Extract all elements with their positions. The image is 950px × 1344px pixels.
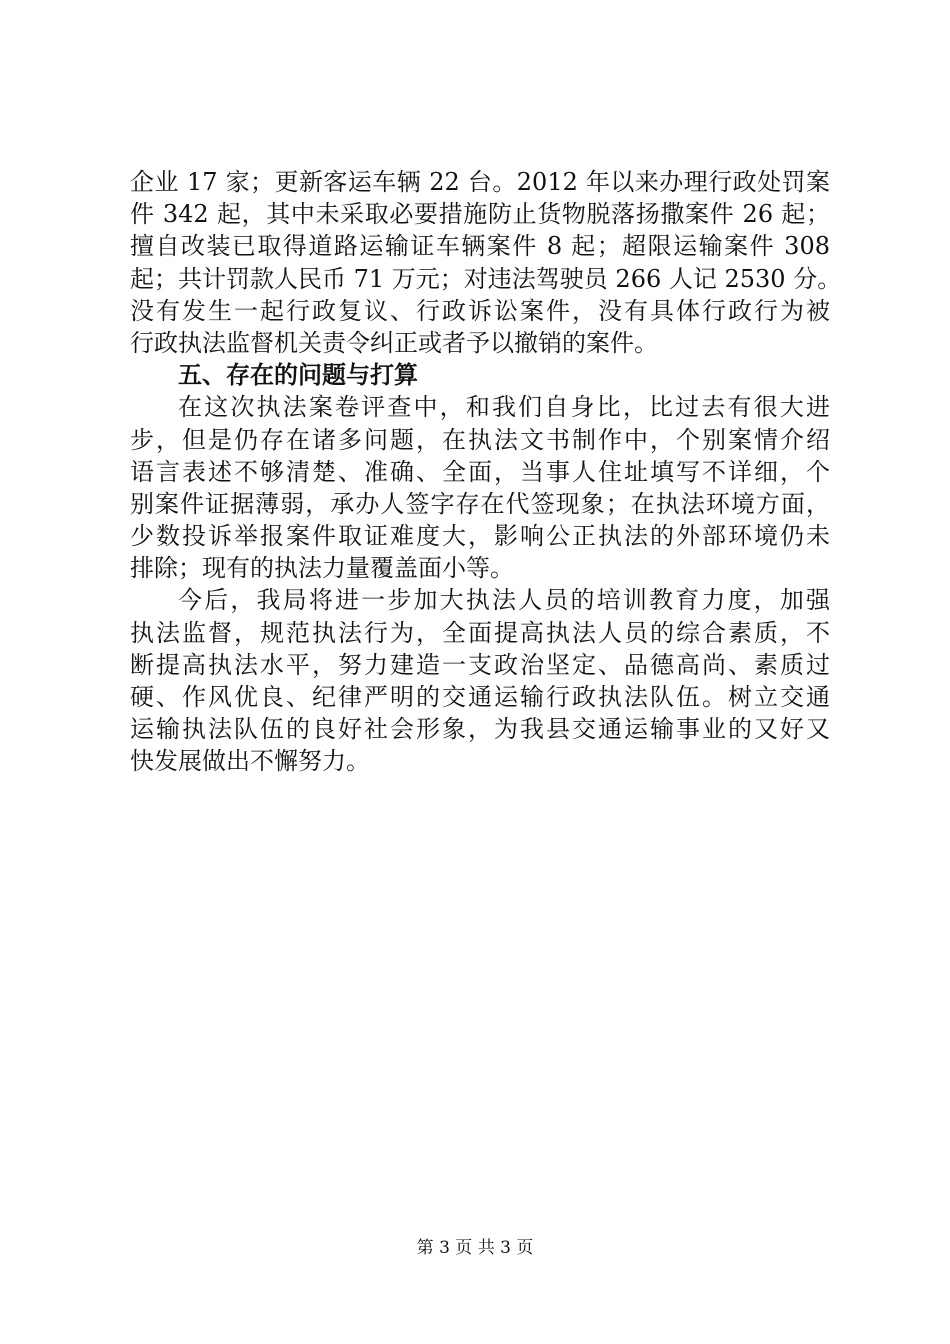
paragraph-line: 件 342 起，其中未采取必要措施防止货物脱落扬撒案件 26 起；	[130, 200, 830, 229]
document-body	[130, 166, 842, 778]
paragraph-2	[130, 391, 830, 584]
page-number-footer: 第 3 页 共 3 页	[416, 1238, 534, 1258]
paragraph-line: 今后，我局将进一步加大执法人员的培训教育力度，加强	[178, 586, 830, 615]
paragraph-line: 在这次执法案卷评查中，和我们自身比，比过去有很大进	[178, 393, 830, 422]
paragraph-line: 起；共计罚款人民币 71 万元；对违法驾驶员 266 人记 2530 分。	[130, 264, 842, 293]
paragraph-line: 快发展做出不懈努力。	[130, 747, 370, 776]
paragraph-line: 执法监督，规范执法行为，全面提高执法人员的综合素质，不	[130, 618, 830, 647]
paragraph-line: 别案件证据薄弱，承办人签字存在代签现象；在执法环境方面，	[130, 489, 830, 518]
paragraph-line: 断提高执法水平，努力建造一支政治坚定、品德高尚、素质过	[130, 650, 830, 679]
paragraph-line: 擅自改装已取得道路运输证车辆案件 8 起；超限运输案件 308	[130, 232, 830, 261]
paragraph-line: 硬、作风优良、纪律严明的交通运输行政执法队伍。树立交通	[130, 683, 830, 711]
paragraph-line: 企业 17 家；更新客运车辆 22 台。2012 年以来办理行政处罚案	[130, 168, 830, 196]
paragraph-1	[130, 166, 842, 359]
paragraph-line: 语言表述不够清楚、准确、全面，当事人住址填写不详细，个	[130, 457, 830, 486]
paragraph-3	[130, 584, 830, 777]
paragraph-line: 排除；现有的执法力量覆盖面小等。	[130, 554, 514, 583]
paragraph-line: 没有发生一起行政复议、行政诉讼案件，没有具体行政行为被	[130, 296, 830, 325]
paragraph-line: 步，但是仍存在诸多问题，在执法文书制作中，个别案情介绍	[130, 425, 830, 454]
paragraph-line: 行政执法监督机关责令纠正或者予以撤销的案件。	[130, 328, 658, 357]
section-heading: 五、存在的问题与打算	[178, 361, 418, 390]
paragraph-line: 少数投诉举报案件取证难度大，影响公正执法的外部环境仍未	[130, 522, 830, 551]
paragraph-line: 运输执法队伍的良好社会形象，为我县交通运输事业的又好又	[130, 715, 830, 744]
